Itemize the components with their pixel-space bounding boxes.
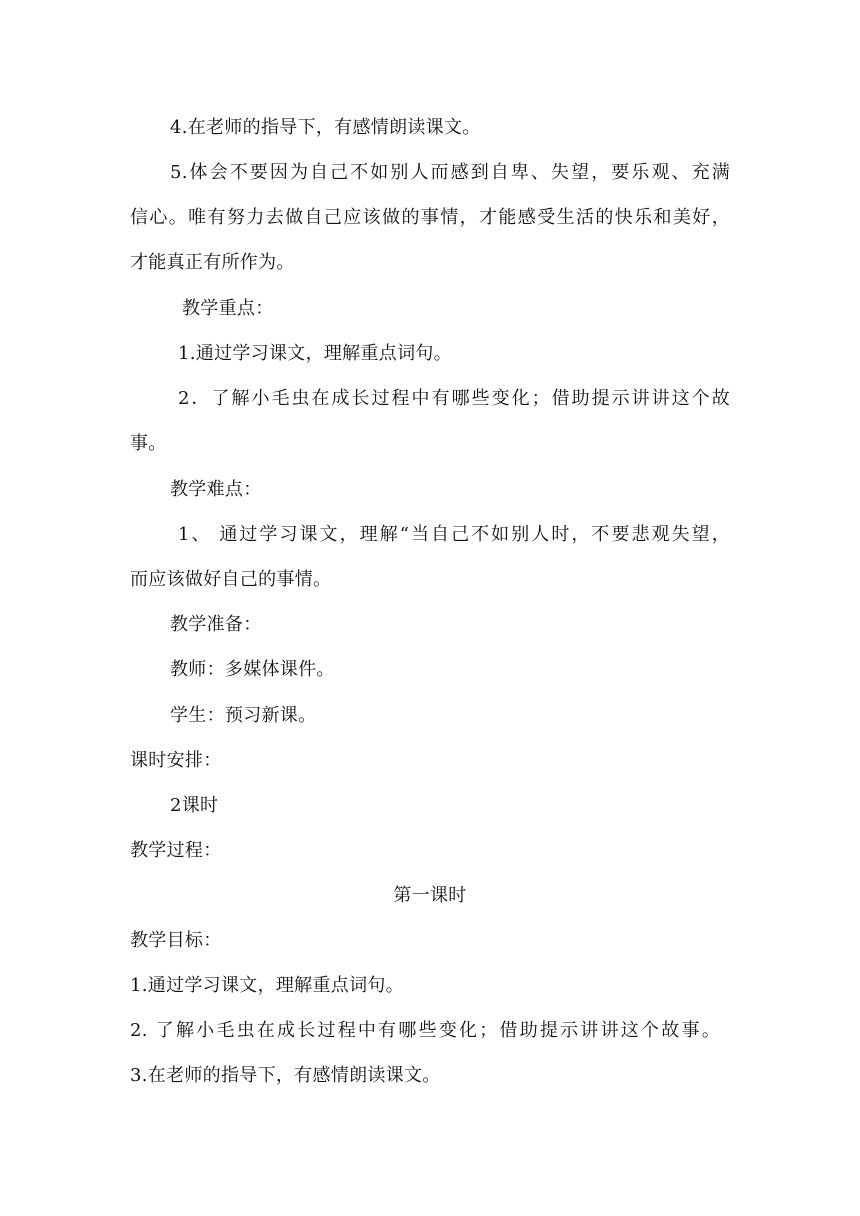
objectives-heading: 教学目标：: [130, 930, 222, 951]
schedule-heading: 课时安排：: [130, 750, 222, 771]
objective-2: 2. 了解小毛虫在成长过程中有哪些变化；借助提示讲讲这个故事。: [130, 1020, 720, 1041]
objective-1: 1.通过学习课文，理解重点词句。: [130, 975, 404, 996]
difficulty-heading: 教学难点：: [170, 479, 262, 500]
lesson-title: 第一课时: [393, 885, 467, 906]
key-point-2-line-1: 2．了解小毛虫在成长过程中有哪些变化；借助提示讲讲这个故: [178, 388, 730, 409]
schedule-value: 2课时: [170, 795, 219, 816]
key-points-heading: 教学重点：: [182, 298, 274, 319]
paragraph-objective-5-line-3: 才能真正有所作为。: [130, 252, 295, 273]
preparation-teacher: 教师：多媒体课件。: [170, 659, 335, 680]
paragraph-objective-5-line-2: 信心。唯有努力去做自己应该做的事情，才能感受生活的快乐和美好，: [130, 207, 730, 228]
paragraph-objective-5-line-1: 5.体会不要因为自己不如别人而感到自卑、失望，要乐观、充满: [170, 162, 730, 183]
key-point-2-line-2: 事。: [130, 433, 167, 454]
key-point-1: 1.通过学习课文，理解重点词句。: [178, 343, 452, 364]
process-heading: 教学过程：: [130, 840, 222, 861]
preparation-student: 学生：预习新课。: [170, 705, 317, 726]
preparation-heading: 教学准备：: [170, 614, 262, 635]
difficulty-1-line-2: 而应该做好自己的事情。: [130, 569, 332, 590]
objective-3: 3.在老师的指导下，有感情朗读课文。: [130, 1065, 441, 1086]
difficulty-1-line-1: 1、 通过学习课文，理解“当自己不如别人时，不要悲观失望，: [178, 524, 730, 545]
paragraph-objective-4: 4.在老师的指导下，有感情朗读课文。: [170, 117, 481, 138]
